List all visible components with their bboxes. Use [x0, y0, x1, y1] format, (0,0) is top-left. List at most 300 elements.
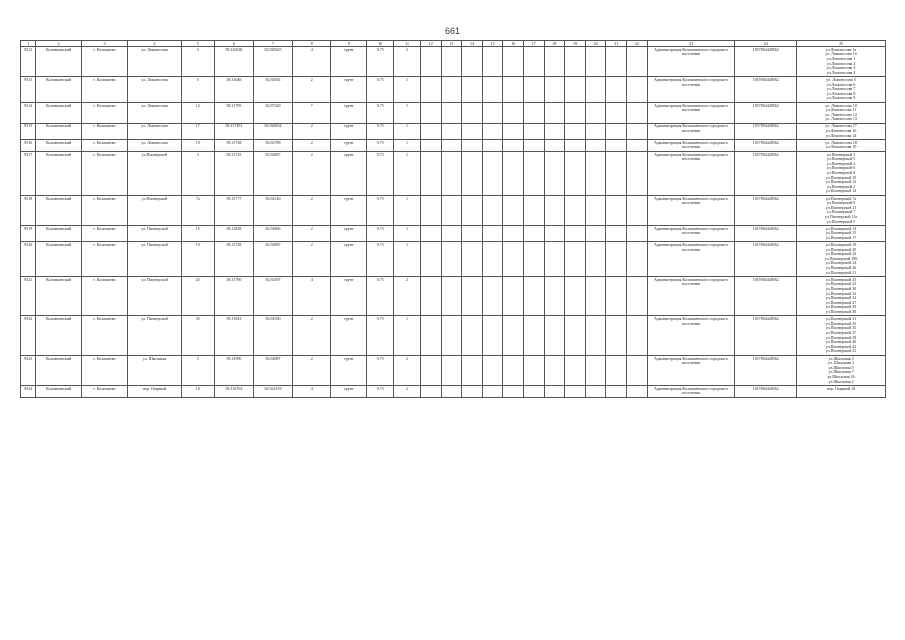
table-cell [462, 77, 483, 103]
column-number: 18 [544, 41, 565, 47]
table-cell: 82.92806 [253, 225, 292, 241]
table-cell: 2 [394, 385, 421, 397]
table-cell: ул.Пионерской [128, 151, 182, 195]
address-line: пер. Огарный 10 [826, 385, 856, 391]
table-cell [565, 151, 586, 195]
table-cell: Колпашевский [36, 77, 81, 103]
table-cell [544, 140, 565, 152]
table-cell [565, 385, 586, 397]
table-cell [565, 277, 586, 316]
table-cell [462, 242, 483, 277]
address-line: ул.Ломоносова 6 [826, 81, 856, 87]
table-cell: г. Колпашево [81, 123, 127, 139]
owner-cell: Администрация Колпашевского городского поселения [647, 277, 735, 316]
table-cell: 82.929225 [253, 47, 292, 77]
table-cell [606, 47, 627, 77]
table-cell: 3 [181, 47, 214, 77]
table-cell: ул. Ломоносова [128, 140, 182, 152]
owner-cell: Администрация Колпашевского городского поселения [647, 77, 735, 103]
table-cell: г. Колпашево [81, 385, 127, 397]
table-cell: грунт [331, 151, 367, 195]
address-line: ул.Ломоносова 1 [826, 55, 856, 61]
table-cell: 58.31790 [214, 277, 253, 316]
table-cell [585, 385, 606, 397]
table-cell: 1 [394, 195, 421, 225]
column-number: 20 [585, 41, 606, 47]
address-line: ул.Школьная 2б [827, 373, 855, 379]
table-cell: ул. Ломоносова [128, 102, 182, 123]
table-cell [420, 242, 441, 277]
table-cell [441, 123, 462, 139]
table-cell: 1 [394, 151, 421, 195]
table-cell: 0.75 [367, 140, 394, 152]
table-cell [627, 140, 648, 152]
table-cell [585, 123, 606, 139]
table-cell [606, 102, 627, 123]
ogrn-cell: 1057004448562 [735, 47, 797, 77]
table-cell: 58.31646 [214, 77, 253, 103]
address-line: ул.Пионерской 13 [825, 225, 857, 231]
register-table [20, 40, 886, 398]
table-cell: 19 [181, 140, 214, 152]
table-cell [544, 316, 565, 355]
table-row [21, 316, 886, 355]
table-cell: грунт [331, 316, 367, 355]
addresses-cell [797, 242, 886, 277]
table-cell [524, 47, 545, 77]
ogrn-cell: 1057004448562 [735, 225, 797, 241]
table-cell: грунт [331, 47, 367, 77]
address-line: ул.Пионерской 14 [825, 188, 857, 194]
table-cell [627, 123, 648, 139]
table-cell [606, 242, 627, 277]
address-line: ул.Пионерской 25 [825, 276, 857, 282]
table-cell: 9518 [21, 195, 36, 225]
address-line: ул.Школьная 2 [828, 378, 854, 384]
table-cell [585, 102, 606, 123]
column-number: 12 [420, 41, 441, 47]
address-line: ул.Пионерской 35 [825, 325, 857, 331]
table-cell [420, 316, 441, 355]
address-line: ул.Ломоносова 7 [826, 86, 856, 92]
address-line: ул.Ломоносова 3 [826, 65, 856, 71]
table-cell: 9513 [21, 77, 36, 103]
table-cell [627, 385, 648, 397]
table-cell: 58.31777 [214, 195, 253, 225]
table-cell [544, 47, 565, 77]
table-cell [503, 151, 524, 195]
table-cell [524, 242, 545, 277]
table-cell: 82.92807 [253, 151, 292, 195]
addresses-cell [797, 277, 886, 316]
table-cell [524, 151, 545, 195]
table-cell [585, 355, 606, 385]
address-line: ул.Пионерской 20 [825, 246, 857, 252]
address-line: ул.Пионерской 30 [825, 286, 857, 292]
table-cell [606, 355, 627, 385]
table-row [21, 140, 886, 152]
table-cell [565, 140, 586, 152]
table-cell: 58.31799 [214, 102, 253, 123]
address-line: ул.Пионерской 9 [826, 200, 856, 206]
column-number: 7 [253, 41, 292, 47]
address-line: ул. Ломоносова 18 [825, 139, 857, 145]
table-cell: 2 [293, 316, 331, 355]
owner-cell: Администрация Колпашевского городского поселения [647, 316, 735, 355]
table-cell: г. Колпашево [81, 316, 127, 355]
table-cell [524, 385, 545, 397]
table-cell [420, 277, 441, 316]
column-number: 1 [21, 41, 36, 47]
table-cell [585, 277, 606, 316]
addresses-cell [797, 355, 886, 385]
table-cell: ул. Ломоносова [128, 77, 182, 103]
address-line: ул. Школьная 1 [828, 360, 855, 366]
table-cell: Колпашевский [36, 225, 81, 241]
table-cell: 0.75 [367, 355, 394, 385]
table-cell [503, 123, 524, 139]
column-number: 19 [565, 41, 586, 47]
table-cell: 19 [181, 242, 214, 277]
address-line: ул.Ломоносова 8 [826, 90, 856, 96]
table-cell [565, 242, 586, 277]
table-cell: 9522 [21, 316, 36, 355]
table-cell [627, 47, 648, 77]
table-cell [420, 77, 441, 103]
table-cell [420, 355, 441, 385]
address-line: ул.Пионерской 41 [825, 348, 857, 354]
address-line: ул.Пионерской 32 [825, 290, 857, 296]
table-cell [462, 225, 483, 241]
table-cell: грунт [331, 140, 367, 152]
table-cell: Колпашевский [36, 277, 81, 316]
table-cell: 3 [181, 355, 214, 385]
table-cell [544, 277, 565, 316]
table-cell: грунт [331, 385, 367, 397]
table-cell: ул. Пионерской [128, 316, 182, 355]
table-cell [462, 151, 483, 195]
table-cell: 2 [394, 277, 421, 316]
column-number: 21 [606, 41, 627, 47]
table-cell [585, 47, 606, 77]
table-cell [627, 77, 648, 103]
table-cell [462, 385, 483, 397]
address-line: ул.Пионерской 3 [826, 151, 856, 157]
table-cell [503, 355, 524, 385]
table-cell: грунт [331, 277, 367, 316]
address-line: ул.Пионерской 29 [825, 304, 857, 310]
table-cell: 9520 [21, 242, 36, 277]
ogrn-cell: 1057004448562 [735, 77, 797, 103]
column-number: 24 [735, 41, 797, 47]
column-number: 9 [331, 41, 367, 47]
table-cell: 2 [293, 151, 331, 195]
table-cell [420, 123, 441, 139]
address-line: ул.Пионерской 24 [825, 260, 857, 266]
table-cell: 3 [181, 151, 214, 195]
address-line: ул.Пионерской 19 [825, 242, 857, 248]
address-line: ул.Пионерской 23 [825, 281, 857, 287]
address-line: ул. Ломоносова 12 [825, 111, 857, 117]
table-cell [524, 123, 545, 139]
table-cell: Колпашевский [36, 151, 81, 195]
table-cell [627, 102, 648, 123]
table-cell: 58.318763 [214, 385, 253, 397]
table-cell: 12 [181, 102, 214, 123]
address-line: ул.Пионерской 22 [825, 251, 857, 257]
table-cell: 9515 [21, 123, 36, 139]
table-cell: г. Колпашево [81, 151, 127, 195]
owner-cell: Администрация Колпашевского городского поселения [647, 195, 735, 225]
table-cell: г. Колпашево [81, 225, 127, 241]
table-cell [420, 151, 441, 195]
column-number: 11 [394, 41, 421, 47]
table-cell: 9514 [21, 102, 36, 123]
table-cell [503, 385, 524, 397]
table-cell: Колпашевский [36, 316, 81, 355]
table-cell [627, 225, 648, 241]
address-line: ул.Пионерской 33 [825, 320, 857, 326]
table-cell [441, 140, 462, 152]
table-cell [544, 151, 565, 195]
table-cell: 2 [293, 242, 331, 277]
table-cell: 82.92397 [253, 277, 292, 316]
table-cell: ул. Ломоносова [128, 47, 182, 77]
table-cell: 58.31738 [214, 140, 253, 152]
table-cell: ул. Школьная [128, 355, 182, 385]
table-cell: 1 [394, 140, 421, 152]
addresses-cell [797, 151, 886, 195]
table-cell [585, 151, 606, 195]
table-row [21, 242, 886, 277]
table-cell: г. Колпашево [81, 355, 127, 385]
address-line: ул.Школьная 5 [828, 364, 854, 370]
table-cell [482, 123, 503, 139]
table-cell: Колпашевский [36, 242, 81, 277]
address-line: ул.Ломоносова 4 [826, 69, 856, 75]
table-cell [441, 47, 462, 77]
table-cell [565, 225, 586, 241]
table-cell [503, 77, 524, 103]
address-line: ул.Пионерской 34 [825, 295, 857, 301]
table-cell [482, 195, 503, 225]
addresses-cell [797, 123, 886, 139]
table-cell: г. Колпашево [81, 77, 127, 103]
table-cell: г. Колпашево [81, 277, 127, 316]
table-cell: 58.31823 [214, 316, 253, 355]
table-cell: грунт [331, 355, 367, 385]
address-line: ул.Пионерской 40 [825, 339, 857, 345]
table-cell: Колпашевский [36, 355, 81, 385]
owner-cell: Администрация Колпашевского городского поселения [647, 355, 735, 385]
table-cell [606, 140, 627, 152]
table-cell [524, 195, 545, 225]
table-cell [524, 316, 545, 355]
owner-cell: Администрация Колпашевского городского поселения [647, 123, 735, 139]
table-cell [627, 316, 648, 355]
table-cell: 9523 [21, 355, 36, 385]
table-cell [503, 242, 524, 277]
table-cell [606, 195, 627, 225]
table-cell [441, 151, 462, 195]
address-line: ул.Пионерской 5 [826, 156, 856, 162]
table-cell [420, 195, 441, 225]
table-cell: 9521 [21, 277, 36, 316]
addresses-cell [797, 225, 886, 241]
table-cell: 9519 [21, 225, 36, 241]
table-cell [544, 355, 565, 385]
column-number: 2 [36, 41, 81, 47]
table-row [21, 77, 886, 103]
table-cell: 58.317491 [214, 123, 253, 139]
address-line: ул. Ломоносова 10 [825, 102, 857, 108]
table-cell [606, 385, 627, 397]
table-cell [544, 195, 565, 225]
table-cell: ул. Ломоносова [128, 123, 182, 139]
table-cell: 7а [181, 195, 214, 225]
table-row [21, 385, 886, 397]
table-row [21, 47, 886, 77]
address-line: ул.Ломоносова 16 [825, 128, 857, 134]
owner-cell: Администрация Колпашевского городского поселения [647, 151, 735, 195]
ogrn-cell: 1057004448562 [735, 242, 797, 277]
table-cell: 82.921678 [253, 385, 292, 397]
table-cell [503, 225, 524, 241]
column-number: 17 [524, 41, 545, 47]
address-line: ул.Пионерской 8 [826, 170, 856, 176]
address-line: ул.Пионерской 6 [826, 165, 856, 171]
table-cell [441, 385, 462, 397]
table-cell [462, 316, 483, 355]
owner-cell: Администрация Колпашевского городского поселения [647, 242, 735, 277]
table-cell: 4 [293, 277, 331, 316]
table-cell [482, 77, 503, 103]
ogrn-cell: 1057004448562 [735, 195, 797, 225]
table-cell: 0.75 [367, 385, 394, 397]
ogrn-cell: 1057004448562 [735, 385, 797, 397]
table-cell: 0.75 [367, 123, 394, 139]
column-number: 16 [503, 41, 524, 47]
table-cell [441, 225, 462, 241]
table-cell: 58.31738 [214, 242, 253, 277]
table-cell [462, 277, 483, 316]
column-number: 4 [128, 41, 182, 47]
table-cell [627, 242, 648, 277]
table-cell: 4 [293, 47, 331, 77]
table-cell: 2 [293, 77, 331, 103]
table-row [21, 123, 886, 139]
table-row [21, 195, 886, 225]
address-line: ул.Пионерской 11 [825, 204, 857, 210]
table-cell [482, 140, 503, 152]
address-line: ул.Пионерской 36 [825, 309, 857, 315]
table-cell [565, 316, 586, 355]
table-cell [544, 123, 565, 139]
table-cell: Колпашевский [36, 102, 81, 123]
table-cell [420, 225, 441, 241]
table-cell [524, 225, 545, 241]
table-cell: 25 [181, 277, 214, 316]
table-cell: 2 [293, 225, 331, 241]
table-cell: 82.92807 [253, 242, 292, 277]
table-row [21, 225, 886, 241]
table-cell: 58.31990 [214, 355, 253, 385]
address-line: ул.Пионерской 2 [826, 183, 856, 189]
table-cell [503, 47, 524, 77]
addresses-cell [797, 385, 886, 397]
owner-cell: Администрация Колпашевского городского поселения [647, 102, 735, 123]
table-row [21, 102, 886, 123]
address-line: ул.Пионерской 27 [825, 299, 857, 305]
address-line: ул.Школьная 3 [828, 355, 854, 361]
column-number: 25 [797, 41, 886, 47]
table-cell [462, 123, 483, 139]
table-cell: 1 [394, 316, 421, 355]
address-line: ул.Школьная 7 [828, 369, 854, 375]
address-line: ул.Пионерской 42 [825, 343, 857, 349]
table-cell [544, 385, 565, 397]
addresses-cell [797, 47, 886, 77]
column-number: 8 [293, 41, 331, 47]
table-cell [524, 277, 545, 316]
table-cell: 2 [293, 140, 331, 152]
column-number: 13 [441, 41, 462, 47]
ogrn-cell: 1057004448562 [735, 355, 797, 385]
addresses-cell [797, 77, 886, 103]
table-cell: 9516 [21, 140, 36, 152]
table-cell: 35 [181, 316, 214, 355]
table-cell: грунт [331, 102, 367, 123]
table-row [21, 277, 886, 316]
table-cell [441, 195, 462, 225]
address-line: ул.Ломоносова 1а [825, 46, 857, 52]
address-line: ул. Ломоносова 13 [825, 116, 857, 122]
table-cell: 0.75 [367, 77, 394, 103]
column-number: 3 [81, 41, 127, 47]
table-cell: 0.75 [367, 195, 394, 225]
table-cell [606, 225, 627, 241]
table-cell [441, 277, 462, 316]
table-cell [544, 77, 565, 103]
owner-cell: Администрация Колпашевского городского поселения [647, 385, 735, 397]
table-cell: 82.97329 [253, 102, 292, 123]
table-cell: 0.75 [367, 242, 394, 277]
column-number: 14 [462, 41, 483, 47]
address-line: ул.Пионерской 31 [825, 316, 857, 322]
table-cell [606, 77, 627, 103]
table-cell [524, 77, 545, 103]
address-line: ул.Пионерской 5 [826, 218, 856, 224]
table-cell: 0.75 [367, 277, 394, 316]
ogrn-cell: 1057004448562 [735, 102, 797, 123]
ogrn-cell: 1057004448562 [735, 151, 797, 195]
table-cell [462, 102, 483, 123]
table-cell [585, 140, 606, 152]
address-line: ул.Пионерской 7а [825, 195, 857, 201]
page-number: 661 [444, 26, 461, 36]
table-cell [585, 225, 606, 241]
address-line: ул.Пионерской 21 [825, 269, 857, 275]
table-cell [565, 355, 586, 385]
table-cell [482, 242, 503, 277]
table-cell [606, 316, 627, 355]
table-cell: 1 [394, 225, 421, 241]
table-cell: 9512 [21, 47, 36, 77]
table-cell: г. Колпашево [81, 140, 127, 152]
address-line: ул.Пионерской 10 [825, 174, 857, 180]
table-cell: 82.92789 [253, 140, 292, 152]
table-cell: 82.926834 [253, 123, 292, 139]
